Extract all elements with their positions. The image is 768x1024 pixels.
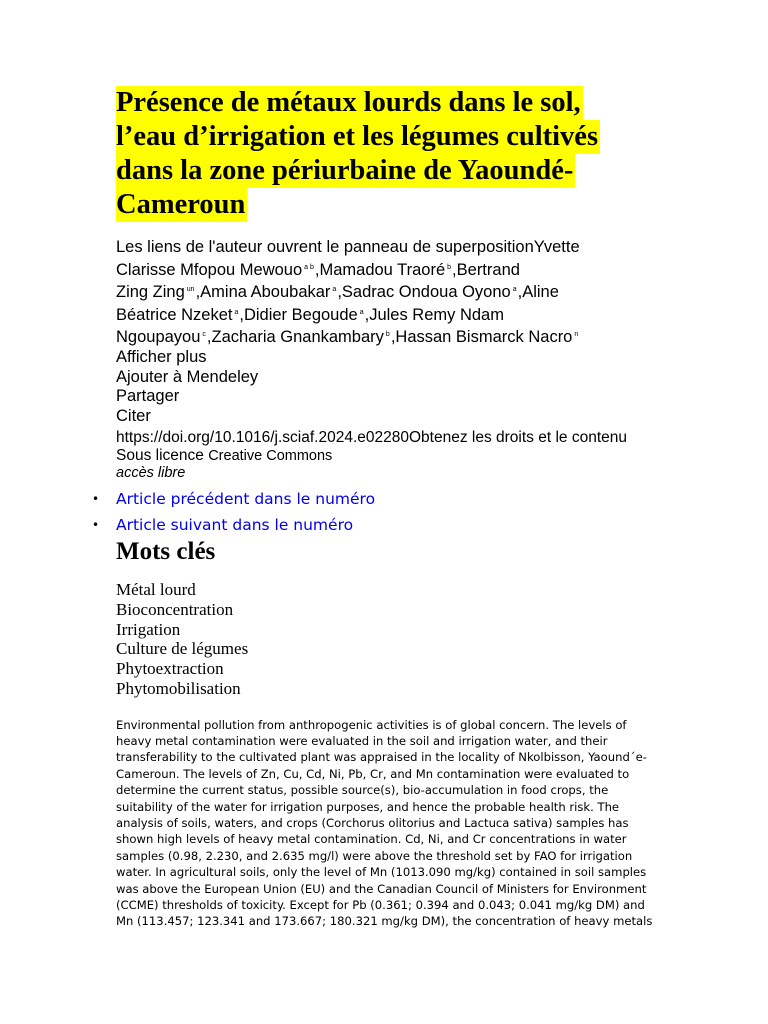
issue-navigation <box>92 486 656 538</box>
authors-intro-text[interactable]: Les liens de l'auteur ouvrent le panneau de superpositionYvette <box>116 238 580 256</box>
affiliation-marker[interactable]: b <box>385 331 390 339</box>
show-more-button[interactable]: Afficher plus <box>116 347 207 366</box>
abstract-line: suitability of the water for irrigation purposes, and hence the probable health risk. The <box>116 799 620 814</box>
author-link[interactable]: Clarisse Mfopou Mewouo <box>116 260 303 279</box>
doi-line <box>116 429 656 447</box>
keyword-item[interactable]: Bioconcentration <box>116 600 234 620</box>
keyword-item[interactable]: Phytomobilisation <box>116 678 241 698</box>
cite-button[interactable]: Citer <box>116 406 151 425</box>
abstract-line: analysis of soils, waters, and crops (Corchorus olitorius and Lactuca sativa) samples has <box>116 816 629 830</box>
article-title <box>116 86 656 222</box>
author-link[interactable]: ,Mamadou Traoré <box>314 260 446 279</box>
author-link[interactable]: ,Amina Aboubakar <box>195 283 331 302</box>
rights-link[interactable]: Obtenez les droits et le contenu <box>409 429 627 447</box>
abstract-line: water. In agricultural soils, only the level of Mn (1013.090 mg/kg) contained in soil samples <box>116 865 647 880</box>
affiliation-marker[interactable]: a <box>512 286 517 294</box>
title-line: Cameroun <box>116 189 246 220</box>
author-link[interactable]: ,Sadrac Ondoua Oyono <box>337 283 511 302</box>
share-button[interactable]: Partager <box>116 387 180 406</box>
abstract-text <box>116 717 656 930</box>
keyword-item[interactable]: Métal lourd <box>116 580 196 600</box>
open-access-label: accès libre <box>116 465 186 482</box>
title-line: Présence de métaux lourds dans le sol, <box>116 87 581 118</box>
previous-article-link[interactable]: Article précédent dans le numéro <box>116 490 376 509</box>
article-page <box>92 86 656 930</box>
affiliation-marker[interactable]: a <box>359 308 364 316</box>
add-to-mendeley-button[interactable]: Ajouter à Mendeley <box>116 367 259 386</box>
keywords-heading: Mots clés <box>116 538 216 566</box>
author-link[interactable]: ,Aline <box>517 283 559 302</box>
affiliation-marker[interactable]: c <box>202 331 206 339</box>
abstract-line: Mn (113.457; 123.341 and 173.667; 180.321 mg/kg DM), the concentration of heavy metals <box>116 914 653 929</box>
author-link[interactable]: ,Zacharia Gnankambary <box>206 328 384 347</box>
license-prefix: Sous licence <box>116 447 204 465</box>
title-line: l’eau d’irrigation et les légumes cultivés <box>116 121 599 152</box>
bullet-icon: • <box>92 492 100 507</box>
abstract-line: (CCME) thresholds of toxicity. Except for Pb (0.361; 0.394 and 0.043; 0.041 mg/kg DM) and <box>116 898 645 913</box>
abstract-line: shown high levels of heavy metal contamination. Cd, Ni, and Cr concentrations in water <box>116 832 627 847</box>
affiliation-marker[interactable]: a <box>234 308 239 316</box>
author-line <box>116 280 656 303</box>
affiliation-marker[interactable]: a <box>332 286 337 294</box>
license-link[interactable]: Creative Commons <box>208 448 333 465</box>
abstract-line: was above the European Union (EU) and the Canadian Council of Ministers for Environment <box>116 881 647 896</box>
keywords-list <box>116 580 656 698</box>
author-line <box>116 238 656 258</box>
keyword-item[interactable]: Phytoextraction <box>116 659 224 679</box>
abstract-line: samples (0.98, 2.230, and 2.635 mg/l) were above the threshold set by FAO for irrigation <box>116 848 633 863</box>
abstract-line: Environmental pollution from anthropogenic activities is of global concern. The levels of <box>116 717 627 732</box>
bullet-icon: • <box>92 518 100 533</box>
doi-link[interactable]: https://doi.org/10.1016/j.sciaf.2024.e02280 <box>116 429 409 447</box>
affiliation-marker[interactable]: b <box>447 263 452 271</box>
abstract-line: transferability to the cultivated plant was appraised in the locality of Nkolbisson, Yaound´e- <box>116 750 647 765</box>
list-item <box>92 512 656 538</box>
author-line <box>116 303 656 326</box>
article-actions <box>116 348 656 426</box>
author-link[interactable]: ,Bertrand <box>452 260 520 279</box>
affiliation-marker[interactable]: n <box>574 331 579 339</box>
author-list <box>116 238 656 348</box>
affiliation-marker[interactable]: a b <box>304 263 314 271</box>
abstract-line: determine the current status, possible source(s), bio-accumulation in food crops, the <box>116 783 609 798</box>
doi-block <box>116 429 656 482</box>
title-line: dans la zone périurbaine de Yaoundé- <box>116 155 574 186</box>
author-link[interactable]: Zing Zing <box>116 283 185 302</box>
abstract-line: heavy metal contamination were evaluated in the soil and irrigation water, and their <box>116 733 608 748</box>
author-line <box>116 258 656 281</box>
author-line <box>116 325 656 348</box>
next-article-link[interactable]: Article suivant dans le numéro <box>116 516 354 535</box>
author-link[interactable]: Béatrice Nzeket <box>116 305 233 324</box>
abstract-line: Cameroun. The levels of Zn, Cu, Cd, Ni, Pb, Cr, and Mn contamination were evaluated to <box>116 766 630 781</box>
author-link[interactable]: ,Didier Begoude <box>239 305 358 324</box>
keyword-item[interactable]: Culture de légumes <box>116 639 249 659</box>
author-link[interactable]: ,Jules Remy Ndam <box>364 305 504 324</box>
list-item <box>92 486 656 512</box>
license-line <box>116 447 656 465</box>
author-link[interactable]: ,Hassan Bismarck Nacro <box>390 328 573 347</box>
author-link[interactable]: Ngoupayou <box>116 328 201 347</box>
keyword-item[interactable]: Irrigation <box>116 619 181 639</box>
affiliation-marker[interactable]: un <box>186 286 195 294</box>
